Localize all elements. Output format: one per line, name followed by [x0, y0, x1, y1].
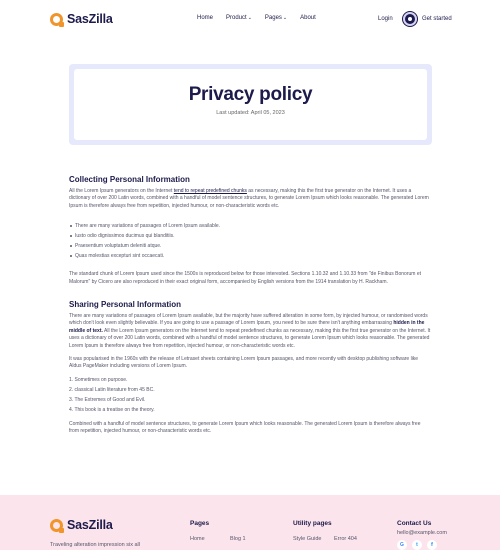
main-menu — [197, 15, 316, 21]
top-nav — [0, 0, 500, 40]
section1-paragraph1 — [69, 188, 431, 210]
nav-label: Pages — [264, 15, 282, 21]
footer-utility-title: Utility pages — [293, 520, 332, 527]
footer-link-style-guide[interactable]: Style Guide — [293, 536, 322, 542]
nav-item-product[interactable] — [226, 15, 252, 21]
chevron-down-icon: ⌄ — [282, 15, 288, 21]
nav-label: About — [300, 15, 316, 21]
footer-brand-logo[interactable] — [50, 518, 113, 532]
nav-item-home[interactable] — [197, 15, 213, 21]
inline-link[interactable]: tend to repeat predefined chunks — [173, 188, 247, 194]
text: All the Lorem Ipsum generators on the Internet tend to repeat predefined chunks as necessary, making this the first true generator on the Internet. It uses a dictionary of over 200 Latin words, combined with a handful of model sentence structures, to generate Lorem Ipsum which looks reasonable. The generated Lorem Ipsum is therefore always free from repetition, injected humour, or non-characteristic words etc. — [69, 327, 431, 349]
list-item: Iusto odio dignissimos ducimus qui blanditiis. — [69, 231, 431, 241]
get-started-icon — [403, 12, 417, 26]
social-links — [397, 540, 437, 550]
chevron-down-icon: ⌄ — [247, 15, 252, 21]
footer-pages-title: Pages — [190, 520, 210, 527]
numbered-list — [69, 375, 431, 415]
section2-paragraph2: It was popularised in the 1960s with the release of Letraset sheets containing Lorem Ipsum passages, and more recently with desktop publishing software like Aldus PageMaker including versions of Lorem Ipsum. — [69, 356, 419, 370]
footer-link-blog[interactable]: Blog 1 — [230, 536, 246, 542]
nav-item-pages[interactable] — [265, 15, 287, 21]
text: All the Lorem Ipsum generators on the Internet — [69, 188, 174, 194]
footer-email[interactable]: hello@example.com — [397, 530, 447, 536]
logo-icon — [50, 13, 63, 26]
bullet-list — [69, 221, 431, 261]
section-heading-sharing: Sharing Personal Information — [69, 300, 182, 310]
get-started-label: Get started — [422, 16, 452, 22]
google-icon[interactable]: G — [397, 540, 407, 550]
footer-brand-name: SasZilla — [67, 518, 113, 532]
page-title: Privacy policy — [188, 84, 313, 105]
brand-name: SasZilla — [67, 12, 113, 26]
policy-content — [69, 175, 431, 436]
brand-logo[interactable] — [50, 12, 113, 26]
footer-tagline: Traveling alteration impression six all — [50, 542, 140, 548]
footer-link-error-404[interactable]: Error 404 — [334, 536, 357, 542]
twitter-icon[interactable]: t — [412, 540, 422, 550]
facebook-icon[interactable]: f — [427, 540, 437, 550]
last-updated-date: Last updated: April 05, 2023 — [216, 110, 285, 116]
list-item: Praesentium voluptatum deleniti atque. — [69, 241, 431, 251]
footer — [0, 495, 500, 550]
list-item: 2. classical Latin literature from 45 BC. — [69, 386, 155, 393]
nav-label: Home — [197, 15, 214, 21]
nav-item-about[interactable] — [300, 15, 316, 21]
section-heading-collecting: Collecting Personal Information — [69, 175, 190, 184]
get-started-button[interactable] — [403, 12, 452, 26]
list-item: 4. This book is a treatise on the theory. — [69, 406, 155, 413]
logo-icon — [50, 519, 63, 532]
section1-paragraph2: The standard chunk of Lorem Ipsum used since the 1500s is reproduced below for those interested. Sections 1.10.32 and 1.10.33 from "de Finibus Bonorum et Malorum" by Cicero are also reproduced in their exact original form, accompanied by English versions from the 1914 translation by H. Rackham. — [69, 271, 421, 285]
text: as necessary, making this the first true generator on the Internet. It uses a dictionary of over 200 Latin words, combined with a handful of model sentence structures, to generate Lorem Ipsum which looks reasonable. The generated Lorem Ipsum is therefore always free from repetition, injected humour, or non-characteristic words etc. — [69, 188, 429, 209]
bold-text: hidden in the middle of text. — [69, 320, 425, 334]
nav-label: Product — [226, 15, 247, 21]
login-link[interactable]: Login — [378, 16, 393, 22]
footer-link-home[interactable]: Home — [190, 536, 205, 542]
hero-card — [74, 69, 427, 140]
footer-contact-title: Contact Us — [397, 520, 432, 527]
list-item: 1. Sometimes on purpose. — [69, 376, 128, 383]
section2-paragraph1 — [69, 313, 431, 350]
list-item: Quas molestias excepturi sint occaecati. — [69, 251, 431, 261]
section2-paragraph3: Combined with a handful of model sentence structures, to generate Lorem Ipsum which looks reasonable. The generated Lorem Ipsum is therefore always free from repetition, injected humour, or non-characteristic words etc. — [69, 420, 421, 435]
text: There are many variations of passages of Lorem Ipsum available, but the majority have suffered alteration in some form, by injected humour, or randomised words which don't look even slightly believable. If you are going to use a passage of Lorem Ipsum, you need to be sure there isn't anything embarrassing — [69, 313, 428, 327]
list-item: 3. The Extremes of Good and Evil. — [69, 396, 146, 403]
list-item: There are many variations of passages of Lorem Ipsum available. — [69, 221, 431, 231]
